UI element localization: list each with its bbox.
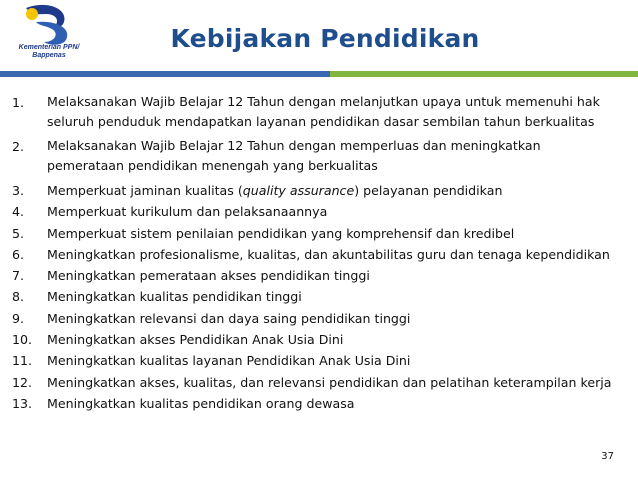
header-bar-blue [0,71,330,77]
item-text: Meningkatkan profesionalisme, kualitas, dan akuntabilitas guru dan tenaga kependidikan [47,246,610,262]
item-text: Meningkatkan kualitas pendidikan tinggi [47,289,302,305]
logo-line-1: Kementerian PPN/ [18,44,80,51]
item-text: Memperkuat sistem penilaian pendidikan yang komprehensif dan kredibel [47,225,515,241]
bappenas-logo-mark [6,2,96,46]
list-item [0,350,638,371]
header-bar-green [330,71,638,77]
item-number: 1. [12,95,25,110]
logo-caption [4,44,94,60]
item-text-line: Melaksanakan Wajib Belajar 12 Tahun dengan melanjutkan upaya untuk memenuhi hak [47,94,600,109]
list-item [0,286,638,307]
item-text: Memperkuat kurikulum dan pelaksanaannya [47,204,328,220]
item-text: Meningkatkan relevansi dan daya saing pendidikan tinggi [47,310,411,326]
item-text-post: ) pelayanan pendidikan [354,183,503,198]
item-text-line: Melaksanakan Wajib Belajar 12 Tahun dengan memperluas dan meningkatkan [47,138,541,153]
list-item [0,180,638,201]
page-title: Kebijakan Pendidikan [170,24,480,53]
item-text-line: seluruh penduduk mendapatkan layanan pendidikan dasar sembilan tahun berkualitas [47,114,595,129]
list-item [0,308,638,329]
item-number: 10. [12,332,33,348]
item-text-emphasis: quality assurance [242,183,355,198]
item-number: 11. [12,353,33,369]
policy-list [0,92,638,414]
item-number: 3. [12,183,25,198]
page-number: 37 [601,451,614,462]
list-item [0,265,638,286]
item-number: 7. [12,268,25,284]
item-text [47,136,626,176]
item-text: Meningkatkan kualitas pendidikan orang dewasa [47,395,355,411]
item-number: 4. [12,204,25,220]
list-item [0,393,638,414]
logo-line-2: Bappenas [32,52,66,59]
item-number: 9. [12,310,25,326]
list-item [0,329,638,350]
list-item [0,92,638,132]
item-number: 12. [12,374,33,390]
list-item [0,223,638,244]
item-text [47,180,626,201]
item-number: 5. [12,225,25,241]
list-item [0,244,638,265]
item-number: 6. [12,246,25,262]
item-number: 8. [12,289,25,305]
item-number: 2. [12,139,25,154]
item-text: Meningkatkan pemerataan akses pendidikan tinggi [47,268,370,284]
item-number: 13. [12,395,33,411]
item-text: Meningkatkan akses, kualitas, dan relevansi pendidikan dan pelatihan keterampilan kerja [47,374,612,390]
item-text-pre: Memperkuat jaminan kualitas ( [47,183,243,198]
list-item [0,201,638,222]
list-item [0,372,638,393]
item-text [47,92,626,132]
list-item [0,136,638,176]
item-text: Meningkatkan akses Pendidikan Anak Usia Dini [47,332,344,348]
item-text: Meningkatkan kualitas layanan Pendidikan Anak Usia Dini [47,353,411,369]
item-text-line: pemerataan pendidikan menengah yang berkualitas [47,158,378,173]
